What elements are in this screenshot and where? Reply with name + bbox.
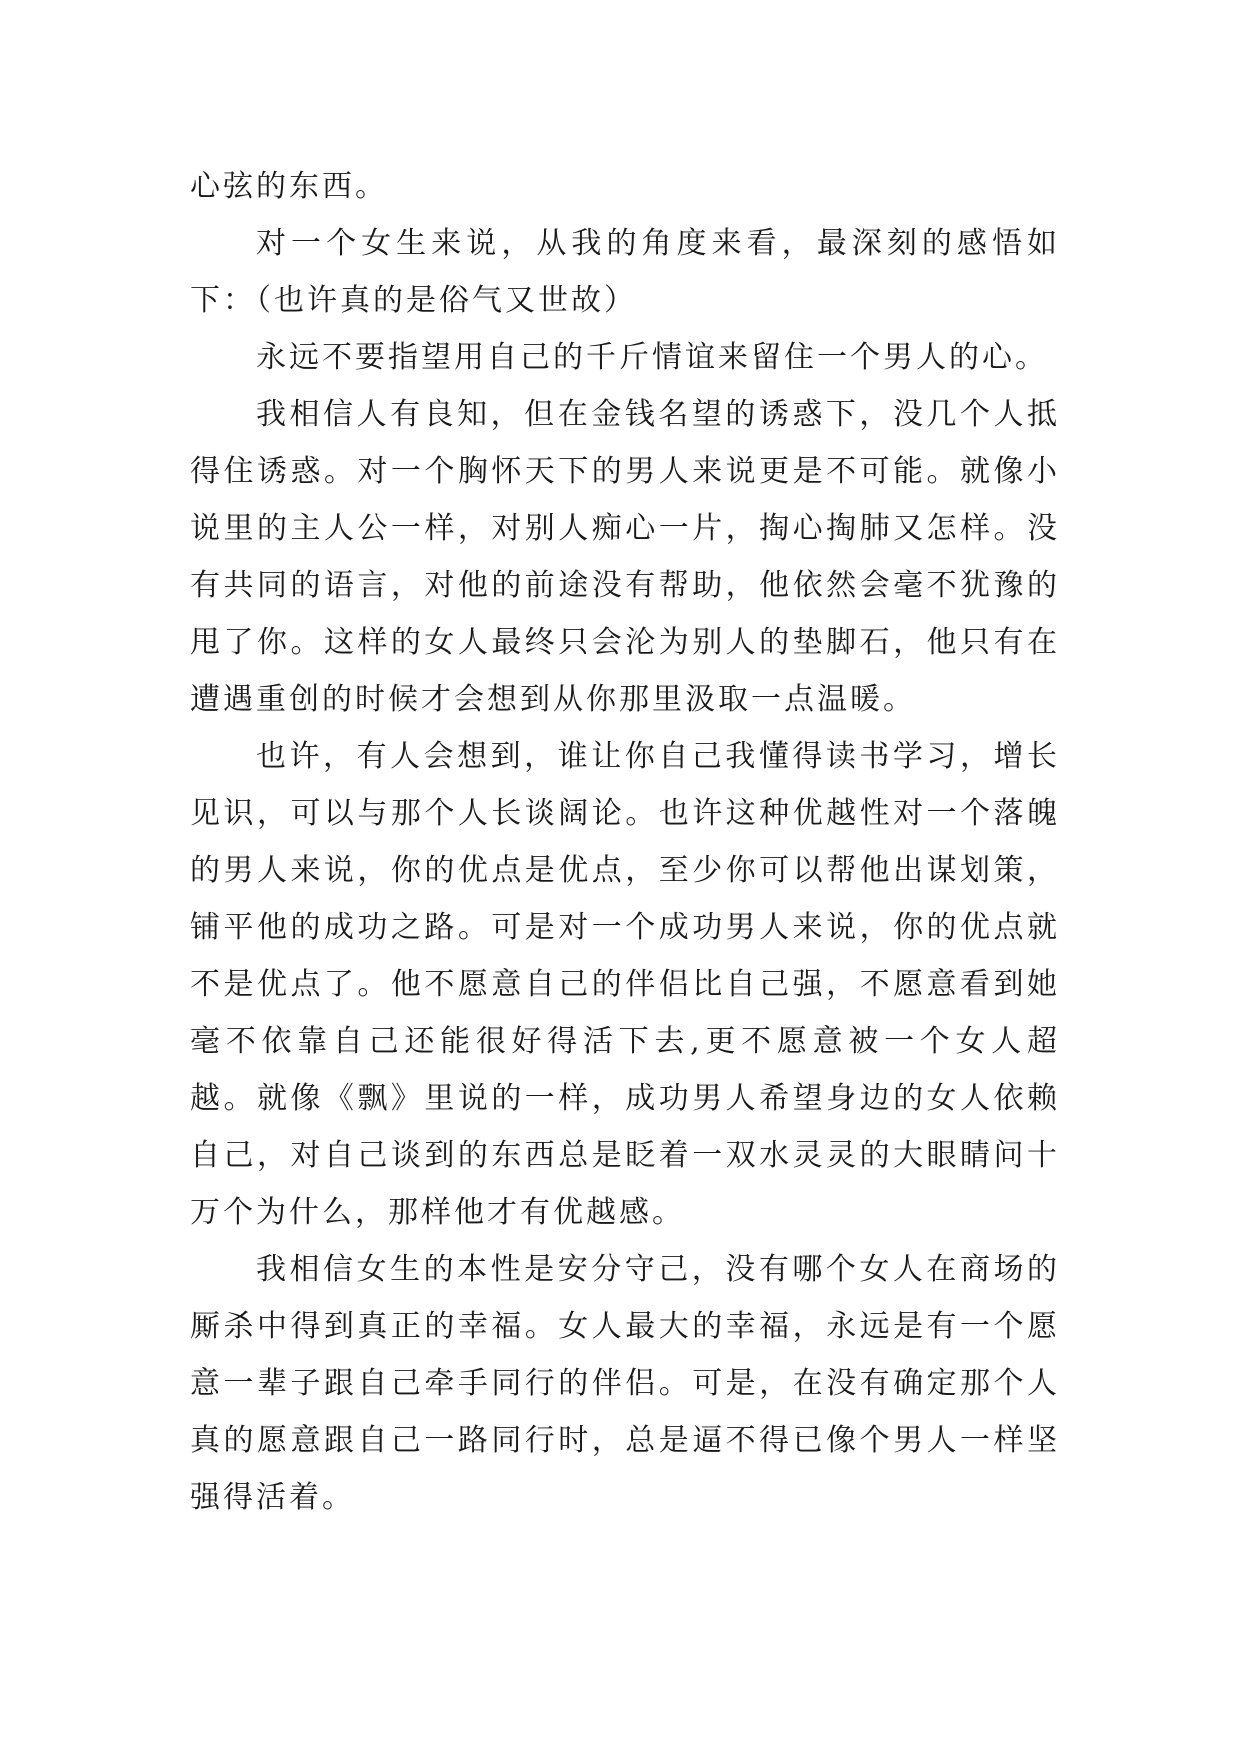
paragraph-2: 对一个女生来说，从我的角度来看，最深刻的感悟如下：（也许真的是俗气又世故） (190, 226, 1060, 318)
paragraph-3: 永远不要指望用自己的千斤情谊来留住一个男人的心。 (256, 340, 1048, 375)
paragraph-5: 也许，有人会想到，谁让你自己我懂得读书学习，增长见识，可以与那个人长谈阔论。也许这种优越性对一个落魄的男人来说，你的优点是优点，至少你可以帮他出谋划策，铺平他的成功之路。可是对一个成功男人来说，你的优点就不是优点了。他不愿意自己的伴侣比自己强，不愿意看到她毫不依靠自己还能很好得活下去,更不愿意被一个女人超越。就像《飘》里说的一样，成功男人希望身边的女人依赖自己，对自己谈到的东西总是眨着一双水灵灵的大眼睛问十万个为什么，那样他才有优越感。 (190, 739, 1060, 1230)
paragraph-6: 我相信女生的本性是安分守己，没有哪个女人在商场的厮杀中得到真正的幸福。女人最大的幸福，永远是有一个愿意一辈子跟自己牵手同行的伴侣。可是，在没有确定那个人真的愿意跟自己一路同行时，总是逼不得已像个男人一样坚强得活着。 (190, 1252, 1060, 1515)
paragraph-1: 心弦的东西。 (190, 169, 388, 204)
document-body (190, 158, 1060, 1526)
paragraph-4: 我相信人有良知，但在金钱名望的诱惑下，没几个人抵得住诱惑。对一个胸怀天下的男人来说更是不可能。就像小说里的主人公一样，对别人痴心一片，掏心掏肺又怎样。没有共同的语言，对他的前途没有帮助，他依然会毫不犹豫的甩了你。这样的女人最终只会沦为别人的垫脚石，他只有在遭遇重创的时候才会想到从你那里汲取一点温暖。 (190, 397, 1060, 717)
